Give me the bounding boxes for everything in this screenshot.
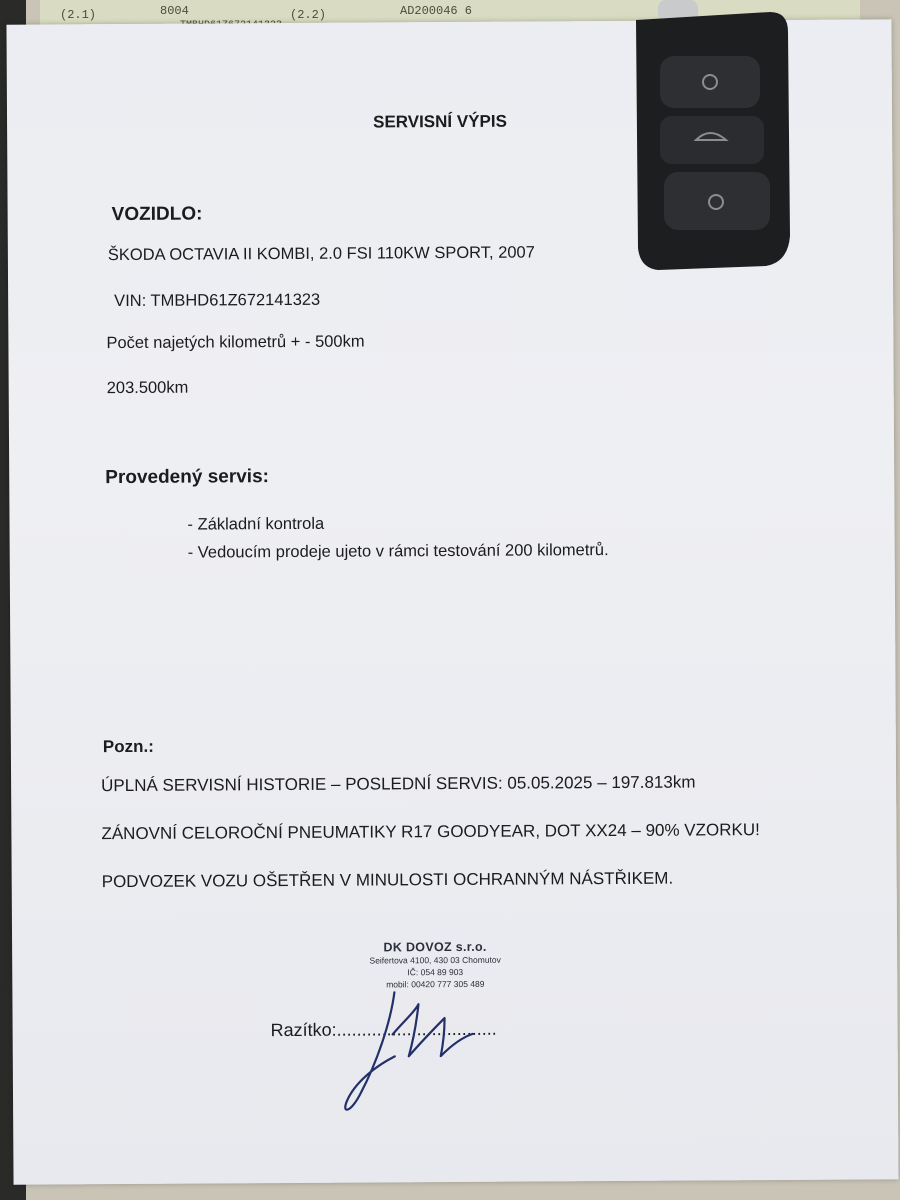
bg-cell: (2.1) (60, 8, 97, 22)
lock-button-icon (664, 172, 770, 230)
mileage-value: 203.500km (106, 378, 189, 398)
document-title: SERVISNÍ VÝPIS (373, 111, 507, 132)
stamp-address: Seifertova 4100, 430 03 Chomutov (369, 954, 501, 966)
note-line: PODVOZEK VOZU OŠETŘEN V MINULOSTI OCHRANNÝM NÁSTŘIKEM. (101, 868, 674, 892)
car-key-fob-icon (620, 0, 810, 280)
unlock-button-icon (660, 56, 760, 108)
stamp-ico: IČ: 054 89 903 (407, 966, 464, 978)
service-item: - Vedoucím prodeje ujeto v rámci testování 200 kilometrů. (187, 541, 609, 562)
note-line: ÚPLNÁ SERVISNÍ HISTORIE – POSLEDNÍ SERVIS: 05.05.2025 – 197.813km (101, 772, 696, 796)
signature-icon (332, 982, 493, 1123)
note-line: ZÁNOVNÍ CELOROČNÍ PNEUMATIKY R17 GOODYEAR, DOT XX24 – 90% VZORKU! (101, 820, 760, 844)
vin-text: VIN: TMBHD61Z672141323 (114, 290, 321, 311)
bg-cell: AD200046 6 (400, 4, 473, 18)
bg-cell: 8004 (160, 4, 189, 18)
note-heading: Pozn.: (102, 736, 154, 757)
stamp-mobile: mobil: 00420 777 305 489 (386, 978, 485, 990)
stamp-field: Razítko:................................ (270, 1018, 497, 1041)
service-heading: Provedený servis: (105, 466, 269, 489)
vehicle-model: ŠKODA OCTAVIA II KOMBI, 2.0 FSI 110KW SPORT, 2007 (107, 243, 535, 265)
vehicle-heading: VOZIDLO: (111, 203, 203, 226)
stamp-company: DK DOVOZ s.r.o. (383, 939, 487, 955)
mileage-label: Počet najetých kilometrů + - 500km (106, 332, 365, 353)
bg-cell: (2.2) (290, 8, 327, 22)
service-item: - Základní kontrola (187, 514, 325, 534)
